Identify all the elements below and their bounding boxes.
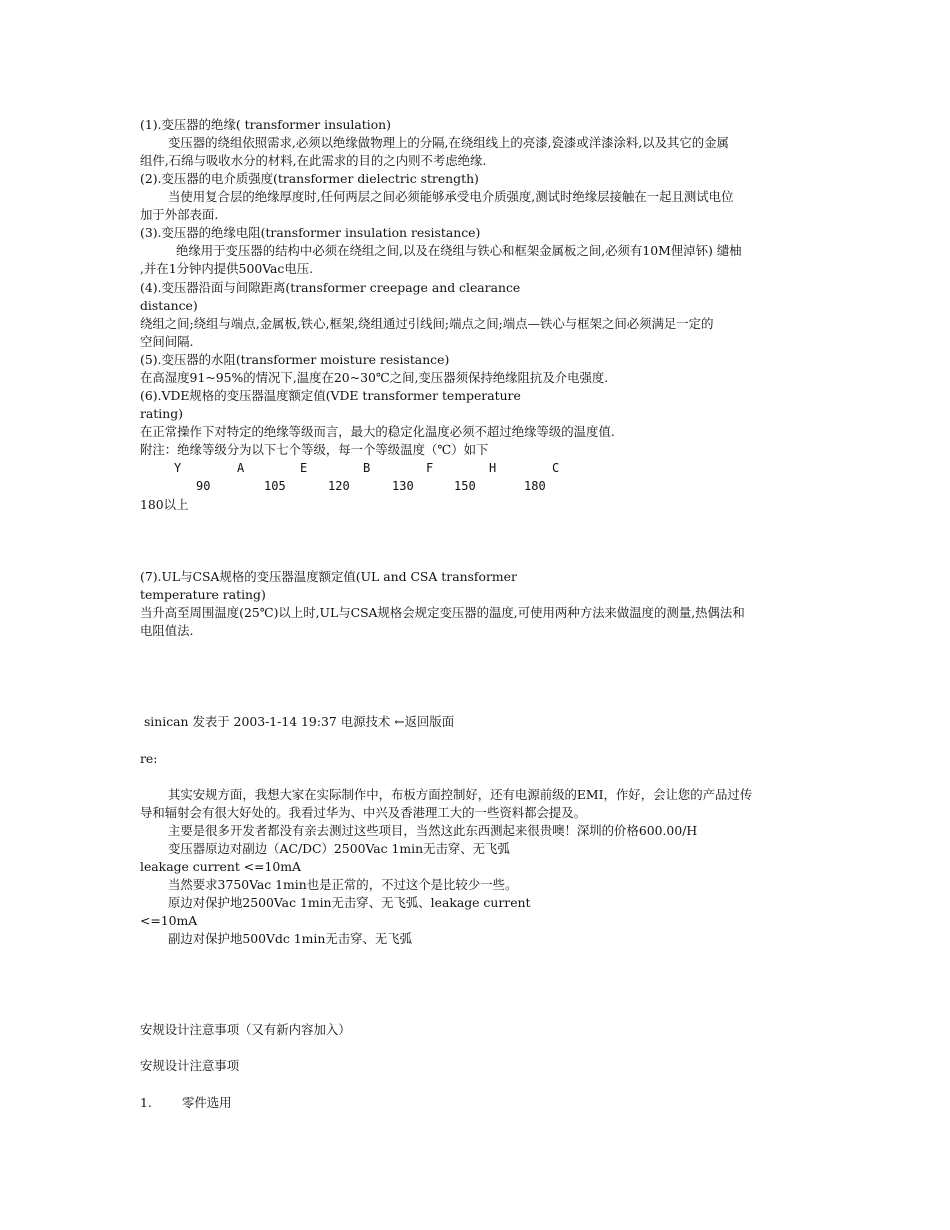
section-7-heading-line-1: (7).UL与CSA规格的变压器温度额定值(UL and CSA transformer [140, 569, 517, 584]
section-4-body-line-1: 绕组之间;绕组与端点,金属板,铁心,框架,绕组通过引线间;端点之间;端点—铁心与框架之间必须满足一定的 [140, 316, 714, 331]
reply-paragraph-4: 当然要求3750Vac 1min也是正常的，不过这个是比较少一些。 [168, 877, 518, 892]
section-4-heading-line-1: (4).变压器沿面与间隙距离(transformer creepage and clearance [140, 280, 521, 295]
insulation-temperature-row [140, 478, 820, 495]
grade-label: B [363, 461, 371, 475]
section-6-note: 附注：绝缘等级分为以下七个等级，每一个等级温度（℃）如下 [140, 442, 489, 457]
grade-temperature: 150 [454, 479, 476, 493]
section-6-body: 在正常操作下对特定的绝缘等级而言，最大的稳定化温度必须不超过绝缘等级的温度值. [140, 424, 615, 439]
section-2-body-line-2: 加于外部表面. [140, 207, 219, 222]
grade-label: A [237, 461, 245, 475]
section-1-body-line-1: 变压器的绕组依照需求,必须以绝缘做物理上的分隔,在绕组线上的亮漆,瓷漆或洋漆涂料,以及其它的金属 [168, 135, 729, 150]
reply-paragraph-5-line-1: 原边对保护地2500Vac 1min无击穿、无飞弧、leakage current [168, 895, 531, 910]
post-meta [140, 713, 454, 730]
section-3-heading: (3).变压器的绝缘电阻(transformer insulation resistance) [140, 225, 481, 240]
grade-temperature: 90 [196, 479, 211, 493]
section-7-heading-line-2: temperature rating) [140, 587, 266, 602]
safety-design-title-updated: 安规设计注意事项（又有新内容加入） [140, 1022, 351, 1037]
section-7-body-line-2: 电阻值法. [140, 623, 194, 638]
safety-design-title: 安规设计注意事项 [140, 1058, 240, 1073]
grade-temperature-last: 180以上 [140, 497, 189, 512]
reply-paragraph-2: 主要是很多开发者都没有亲去测过这些项目，当然这此东西测起来很贵噢！深圳的价格600.00/H [168, 823, 698, 838]
grade-temperature: 105 [264, 479, 286, 493]
section-1-heading: (1).变压器的绝缘( transformer insulation) [140, 117, 391, 132]
list-item-number: 1. [140, 1095, 152, 1110]
reply-paragraph-5-line-2: <=10mA [140, 913, 198, 928]
reply-paragraph-3-line-2: leakage current <=10mA [140, 859, 302, 874]
grade-temperature: 180 [524, 479, 546, 493]
reply-paragraph-1-line-1: 其实安规方面，我想大家在实际制作中，布板方面控制好，还有电源前级的EMI，作好，会让您的产品过传 [168, 787, 753, 802]
grade-label: E [300, 461, 308, 475]
reply-paragraph-3-line-1: 变压器原边对副边（AC/DC）2500Vac 1min无击穿、无飞弧 [168, 841, 510, 856]
section-6-heading-line-1: (6).VDE规格的变压器温度额定值(VDE transformer temperature [140, 388, 521, 403]
grade-temperature: 130 [392, 479, 414, 493]
section-4-heading-line-2: distance) [140, 298, 198, 313]
list-item-label: 零件选用 [182, 1095, 232, 1110]
insulation-grade-row [140, 460, 820, 477]
grade-label: H [489, 461, 497, 475]
reply-paragraph-6: 副边对保护地500Vdc 1min无击穿、无飞弧 [168, 931, 413, 946]
grade-label: Y [174, 461, 182, 475]
section-5-body: 在高湿度91~95%的情况下,温度在20~30℃之间,变压器须保持绝缘阻抗及介电强度. [140, 370, 609, 385]
section-2-heading: (2).变压器的电介质强度(transformer dielectric strength) [140, 171, 479, 186]
grade-label: F [426, 461, 434, 475]
section-4-body-line-2: 空间间隔. [140, 334, 194, 349]
post-author-date: sinican 发表于 2003-1-14 19:37 电源技术 [140, 714, 395, 729]
section-1-body-line-2: 组件,石绵与吸收水分的材料,在此需求的目的之内则不考虑绝缘. [140, 153, 487, 168]
grade-label: C [552, 461, 560, 475]
grade-temperature: 120 [328, 479, 350, 493]
section-7-body-line-1: 当升高至周围温度(25℃)以上时,UL与CSA规格会规定变压器的温度,可使用两种方法来做温度的测量,热偶法和 [140, 605, 745, 620]
reply-label: re: [140, 751, 158, 766]
section-5-heading: (5).变压器的水阻(transformer moisture resistance) [140, 352, 450, 367]
back-to-board-link[interactable]: ←返回版面 [394, 714, 455, 729]
section-2-body-line-1: 当使用复合层的绝缘厚度时,任何两层之间必须能够承受电介质强度,测试时绝缘层接触在一起且测试电位 [168, 189, 734, 204]
section-6-heading-line-2: rating) [140, 406, 183, 421]
reply-paragraph-1-line-2: 导和辐射会有很大好处的。我看过华为、中兴及香港理工大的一些资料都会提及。 [140, 805, 587, 820]
section-3-body-line-2: ,并在1分钟内提供500Vac电压. [140, 261, 314, 276]
section-3-body-line-1: 绝缘用于变压器的结构中必须在绕组之间,以及在绕组与铁心和框架金属板之间,必须有10M俚淖钚) 缱柚 [176, 243, 742, 258]
